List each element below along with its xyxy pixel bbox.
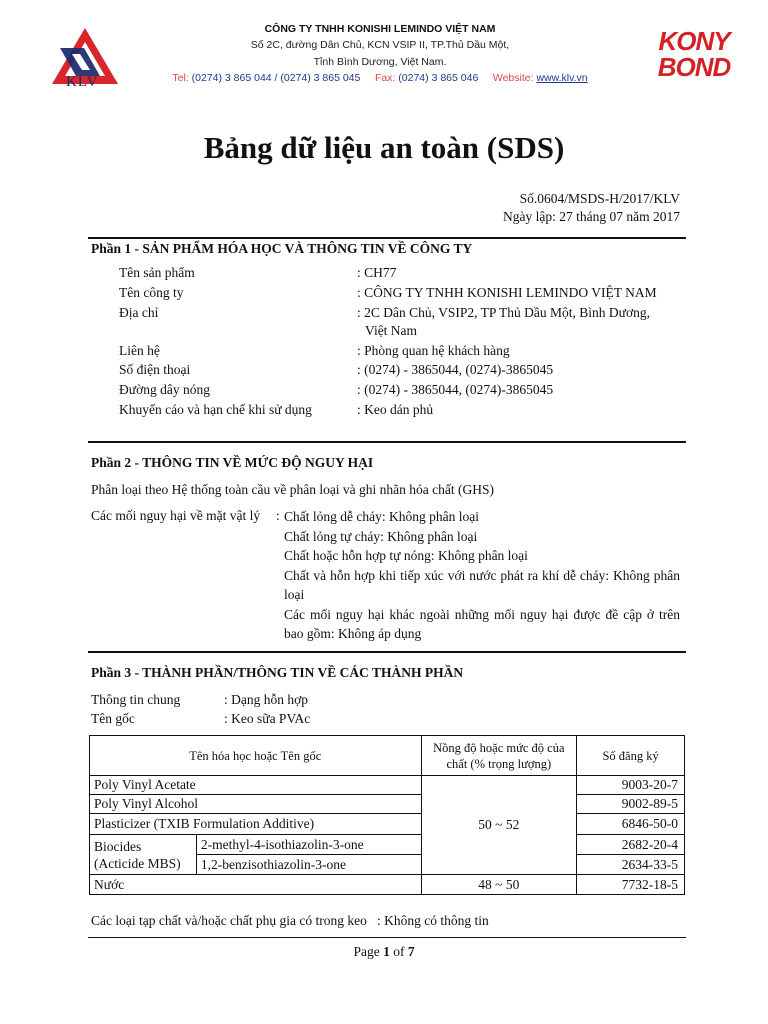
- svg-text:KONY: KONY: [658, 26, 730, 56]
- registration-number: 9002-89-5: [577, 795, 685, 814]
- section1-row: [119, 265, 689, 284]
- section2-title: Phần 2 - THÔNG TIN VỀ MỨC ĐỘ NGUY HẠI: [91, 455, 374, 470]
- row-key: Đường dây nóng: [119, 382, 210, 397]
- row-key: Liên hệ: [119, 343, 160, 358]
- section1-row: [119, 382, 689, 401]
- section1-row: [119, 305, 689, 324]
- document-date: Ngày lập: 27 tháng 07 năm 2017: [503, 209, 680, 224]
- water-concentration: 48 ~ 50: [421, 875, 577, 895]
- document-title: Bảng dữ liệu an toàn (SDS): [203, 130, 565, 165]
- ghs-intro: Phân loại theo Hệ thống toàn cầu về phân loại và ghi nhãn hóa chất (GHS): [91, 482, 495, 497]
- chemical-name: 1,2-benzisothiazolin-3-one: [196, 855, 421, 875]
- hazard-item: Chất lỏng tự cháy: Không phân loại: [284, 528, 478, 544]
- section1-row: [119, 362, 689, 381]
- row-key: Tên sản phẩm: [119, 265, 195, 280]
- hazard-item: Chất và hỗn hợp khi tiếp xúc với nước phát ra khí dễ cháy: Không phân loại: [284, 567, 680, 602]
- registration-number: 2634-33-5: [577, 855, 685, 875]
- row-value: Việt Nam: [365, 323, 418, 338]
- footer-rule: [88, 937, 686, 938]
- konybond-logo-icon: [645, 26, 743, 80]
- registration-number: 6846-50-0: [577, 814, 685, 835]
- biocides-label: Biocides (Acticide MBS): [90, 835, 197, 875]
- page-of: of: [389, 944, 408, 959]
- table-row: [90, 875, 685, 895]
- origin-value: : Keo sữa PVAc: [224, 711, 311, 726]
- row-key: Tên công ty: [119, 285, 184, 300]
- row-value: : Phòng quan hệ khách hàng: [357, 343, 510, 358]
- table-row: [90, 835, 685, 855]
- general-info-key: Thông tin chung: [91, 692, 181, 707]
- section2-top-rule: [88, 441, 686, 443]
- row-key: Số điện thoại: [119, 362, 191, 377]
- section1-row: [119, 323, 689, 342]
- website-label: Website:: [492, 71, 534, 84]
- table-row: [90, 795, 685, 814]
- klv-logo-text: KLV: [66, 74, 99, 90]
- row-value: : (0274) - 3865044, (0274)-3865045: [357, 382, 554, 397]
- section1-row: [119, 402, 689, 421]
- table-row: [90, 814, 685, 835]
- website-link[interactable]: www.klv.vn: [536, 71, 588, 84]
- composition-table: [89, 735, 685, 895]
- section3-title: Phần 3 - THÀNH PHẦN/THÔNG TIN VỀ CÁC THÀNH PHẦN: [91, 665, 464, 680]
- col-header-registration: Số đăng ký: [577, 736, 685, 776]
- general-info-value: : Dạng hỗn hợp: [224, 692, 309, 707]
- hazard-item: Chất lỏng dễ cháy: Không phân loại: [284, 509, 479, 524]
- page-current: 1: [383, 944, 390, 959]
- hazard-item: Các mối nguy hại khác ngoài những mối nguy hại được đề cập ở trên bao gồm: Không áp dụng: [284, 606, 680, 641]
- svg-text:BOND: BOND: [657, 52, 731, 80]
- page-total: 7: [407, 944, 415, 959]
- company-info: [140, 21, 620, 86]
- chemical-name: 2-methyl-4-isothiazolin-3-one: [196, 835, 421, 855]
- registration-number: 9003-20-7: [577, 776, 685, 795]
- group-concentration: 50 ~ 52: [421, 776, 577, 875]
- col-header-concentration: Nồng độ hoặc mức độ của chất (% trọng lượng): [421, 736, 577, 776]
- section1-title: Phần 1 - SẢN PHẨM HÓA HỌC VÀ THÔNG TIN VỀ CÔNG TY: [91, 241, 473, 256]
- section3-top-rule: [88, 651, 686, 653]
- row-key: Địa chỉ: [119, 305, 159, 320]
- row-key: Khuyến cáo và hạn chế khi sử dụng: [119, 402, 312, 417]
- row-value: : 2C Dân Chủ, VSIP2, TP Thủ Dầu Một, Bình Dương,: [357, 305, 650, 320]
- origin-key: Tên gốc: [91, 711, 135, 726]
- document-number: Số.0604/MSDS-H/2017/KLV: [519, 191, 680, 206]
- hazard-item: Chất hoặc hỗn hợp tự nóng: Không phân loại: [284, 548, 528, 563]
- hazard-colon: :: [276, 508, 280, 523]
- company-contact-line: [140, 70, 620, 86]
- chemical-name: Poly Vinyl Alcohol: [90, 795, 422, 814]
- tel-value: (0274) 3 865 044 / (0274) 3 865 045: [191, 71, 361, 84]
- document-meta: [503, 190, 680, 226]
- impurities-note: Các loại tạp chất và/hoặc chất phụ gia có trong keo : Không có thông tin: [91, 913, 489, 928]
- tel-label: Tel:: [172, 71, 189, 84]
- chemical-name: Poly Vinyl Acetate: [90, 776, 422, 795]
- letterhead: [0, 0, 768, 100]
- chemical-name: Plasticizer (TXIB Formulation Additive): [90, 814, 422, 835]
- company-name: CÔNG TY TNHH KONISHI LEMINDO VIỆT NAM: [264, 23, 496, 35]
- page-number: [0, 944, 768, 960]
- row-value: : (0274) - 3865044, (0274)-3865045: [357, 362, 554, 377]
- fax-value: (0274) 3 865 046: [398, 71, 479, 84]
- table-header-row: [90, 736, 685, 776]
- table-row: [90, 776, 685, 795]
- section1-top-rule: [88, 237, 686, 239]
- hazard-label: Các mối nguy hại về mặt vật lý: [91, 508, 261, 523]
- company-address-line2: Tỉnh Bình Dương, Việt Nam.: [313, 55, 447, 68]
- hazard-list: [284, 507, 680, 644]
- fax-label: Fax:: [374, 71, 396, 84]
- chemical-name: Nước: [90, 875, 422, 895]
- row-value: : CH77: [357, 265, 397, 280]
- col-header-name: Tên hóa học hoặc Tên gốc: [90, 736, 422, 776]
- company-address-line1: Số 2C, đường Dân Chủ, KCN VSIP II, TP.Thủ Dầu Một,: [250, 39, 510, 52]
- section1-row: [119, 343, 689, 362]
- row-value: : CÔNG TY TNHH KONISHI LEMINDO VIỆT NAM: [357, 285, 657, 300]
- section1-row: [119, 285, 689, 304]
- registration-number: 7732-18-5: [577, 875, 685, 895]
- row-value: : Keo dán phủ: [357, 402, 434, 417]
- registration-number: 2682-20-4: [577, 835, 685, 855]
- page-prefix: Page: [353, 944, 384, 959]
